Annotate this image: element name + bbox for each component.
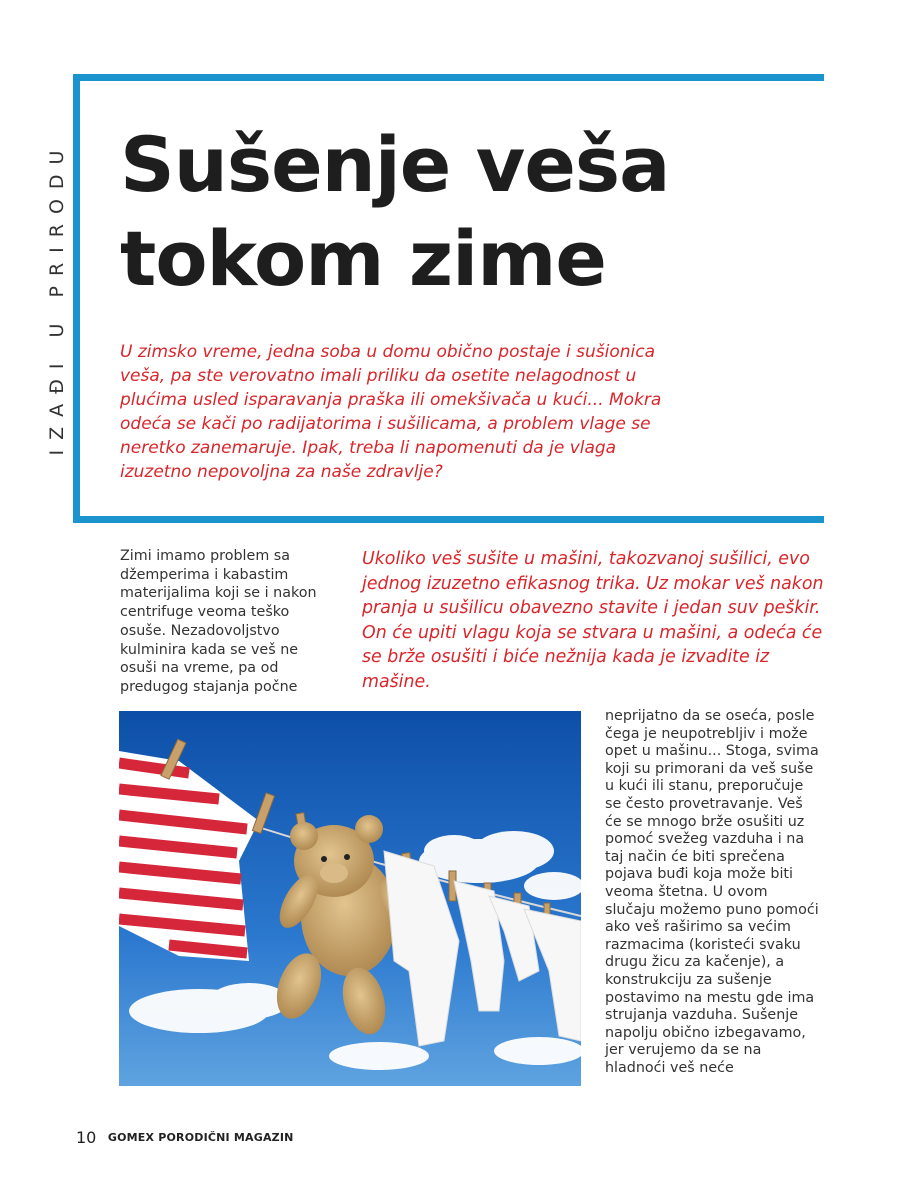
body-text-left: Zimi imamo problem sa džemperima i kabastim materijalima koji se i nakon centrifuge veoma teško osuše. Nezadovoljstvo kulminira kada se veš ne osuši na vreme, pa od predugog stajanja počne [120,548,317,695]
pull-quote: Ukoliko veš sušite u mašini, takozvanoj sušilici, evo jednog izuzetno efikasnog trika. Uz mokar veš nakon pranja u sušilicu obavezno stavite i jedan suv peškir. On će upiti vlagu koja se stvara u mašini, a odeća će se brže osušiti i biće nežnija kada je izvadite iz mašine. [362,549,824,692]
article-title [120,118,669,306]
title-line-2: tokom zime [120,214,606,303]
section-label: IZAĐI U PRIRODU [46,140,68,456]
page-footer [76,1128,294,1147]
title-line-1: Sušenje veša [120,120,670,209]
intro-paragraph: U zimsko vreme, jedna soba u domu obično postaje i sušionica veša, pa ste verovatno imali priliku da osetite nelagodnost u plućima usled isparavanja praška ili omekšivača u kući... Mokra odeća se kači po radijatorima i sušilicama, a problem vlage se neretko zanemaruje. Ipak, treba li napomenuti da je vlaga izuzetno nepovoljna za naše zdravlje? [120,342,662,482]
page-number: 10 [76,1128,97,1147]
laundry-photo [119,711,581,1086]
magazine-name: GOMEX PORODIČNI MAGAZIN [107,1131,294,1144]
body-text-right: neprijatno da se oseća, posle čega je neupotrebljiv i može opet u mašinu... Stoga, svima koji su primorani da veš suše u kući ili stanu, preporučuje se često provetravanje. Veš će se mnogo brže osušiti uz pomoć svežeg vazduha i na taj način će biti sprečena pojava buđi koja može biti veoma štetna. U ovom slučaju možemo puno pomoći ako veš raširimo sa većim razmacima (koristeći svaku drugu žicu za kačenje), a konstrukciju za sušenje postavimo na mestu gde ima strujanja vazduha. Sušenje napolju obično izbegavamo, jer verujemo da se na hladnoći veš neće [605,708,819,1076]
